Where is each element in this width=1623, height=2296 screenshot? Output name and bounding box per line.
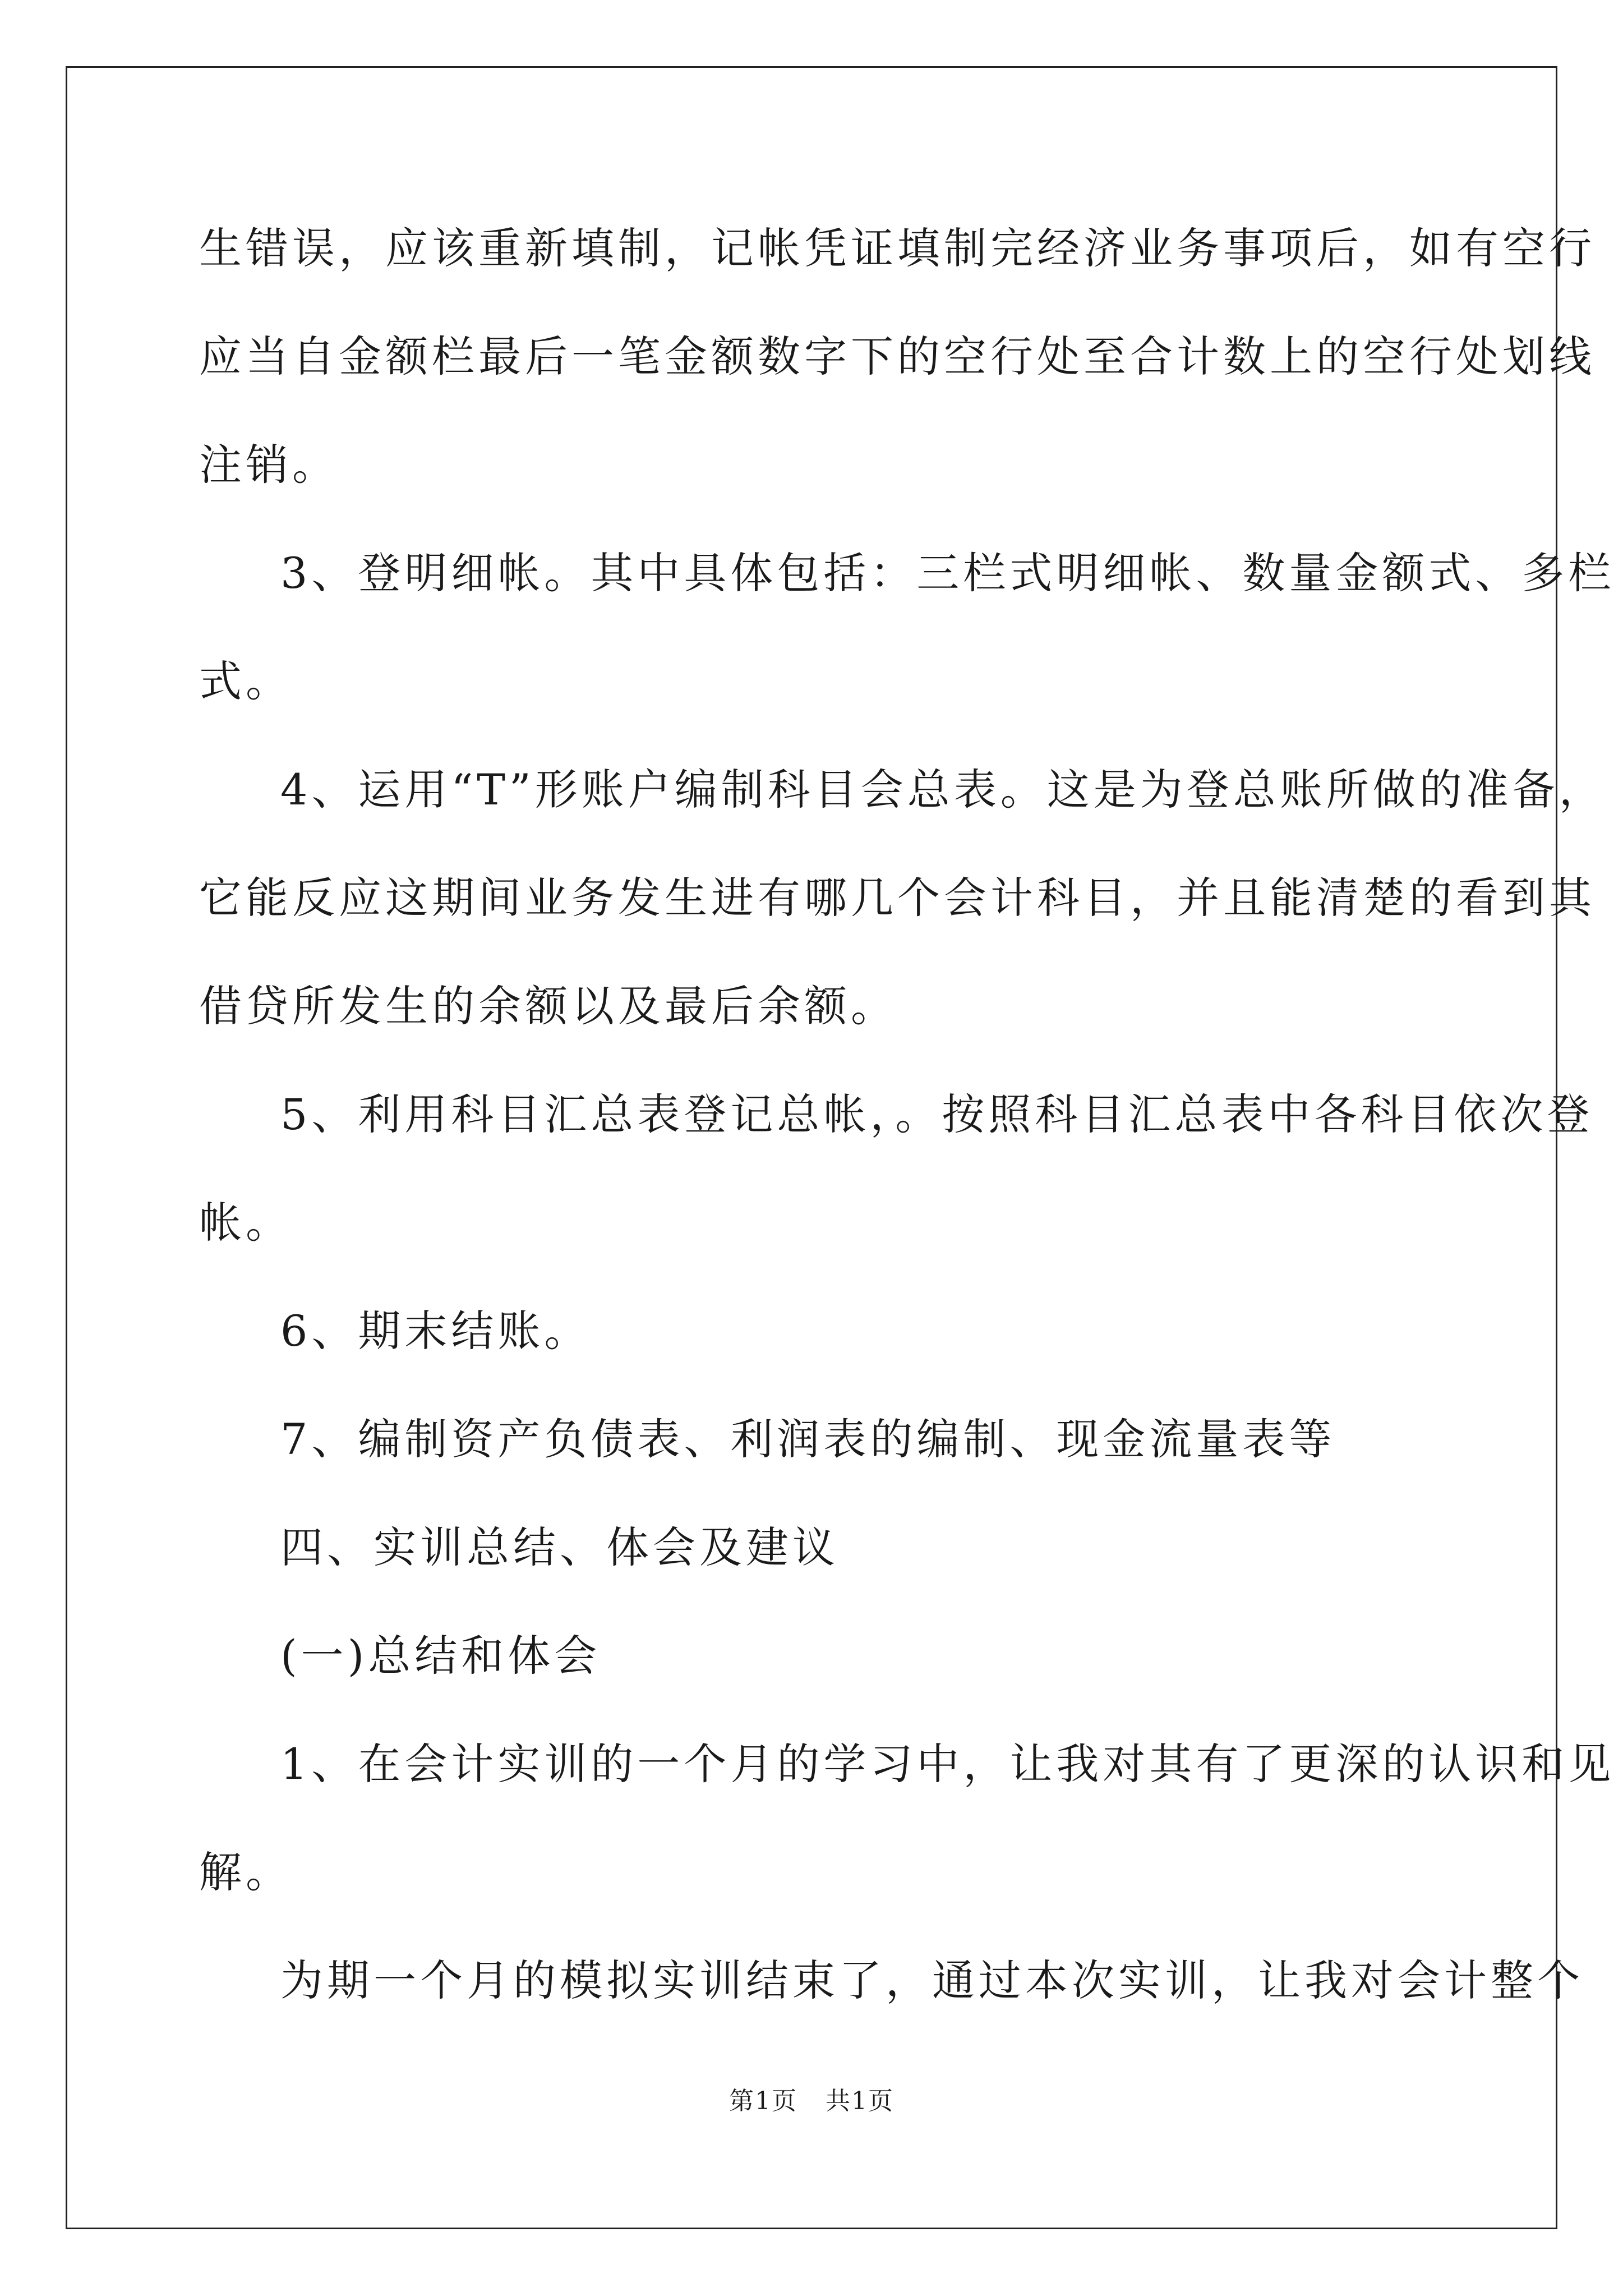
- section-heading: 四、实训总结、体会及建议: [280, 1522, 839, 1572]
- text-line: 4、运用“T”形账户编制科目会总表。这是为登总账所做的准备，: [280, 765, 1606, 815]
- text-line: 借贷所发生的余额以及最后余额。: [199, 981, 897, 1031]
- text-line: 3、登明细帐。其中具体包括：三栏式明细帐、数量金额式、多栏: [280, 548, 1615, 598]
- page-footer: [0, 2086, 1623, 2117]
- text-line: 5、利用科目汇总表登记总帐，。按照科目汇总表中各科目依次登: [280, 1089, 1594, 1139]
- text-line: 6、期末结账。: [280, 1306, 591, 1356]
- text-line: 为期一个月的模拟实训结束了，通过本次实训，让我对会计整个: [280, 1955, 1584, 2005]
- text-line: 帐。: [199, 1198, 292, 1248]
- text-line: 生错误，应该重新填制，记帐凭证填制完经济业务事项后，如有空行: [199, 223, 1596, 273]
- subsection-heading: (一)总结和体会: [280, 1631, 601, 1681]
- text-line: 注销。: [199, 440, 339, 490]
- text-line: 1、在会计实训的一个月的学习中，让我对其有了更深的认识和见: [280, 1739, 1615, 1789]
- text-line: 式。: [199, 656, 292, 706]
- text-line: 解。: [199, 1847, 292, 1897]
- text-line: 应当自金额栏最后一笔金额数字下的空行处至合计数上的空行处划线: [199, 332, 1596, 381]
- page-border: [66, 66, 1557, 2229]
- text-line: 它能反应这期间业务发生进有哪几个会计科目，并且能清楚的看到其: [199, 873, 1596, 923]
- text-line: 7、编制资产负债表、利润表的编制、现金流量表等: [280, 1414, 1336, 1464]
- page-number: 第1页: [729, 2087, 797, 2115]
- page-total: 共1页: [826, 2087, 894, 2115]
